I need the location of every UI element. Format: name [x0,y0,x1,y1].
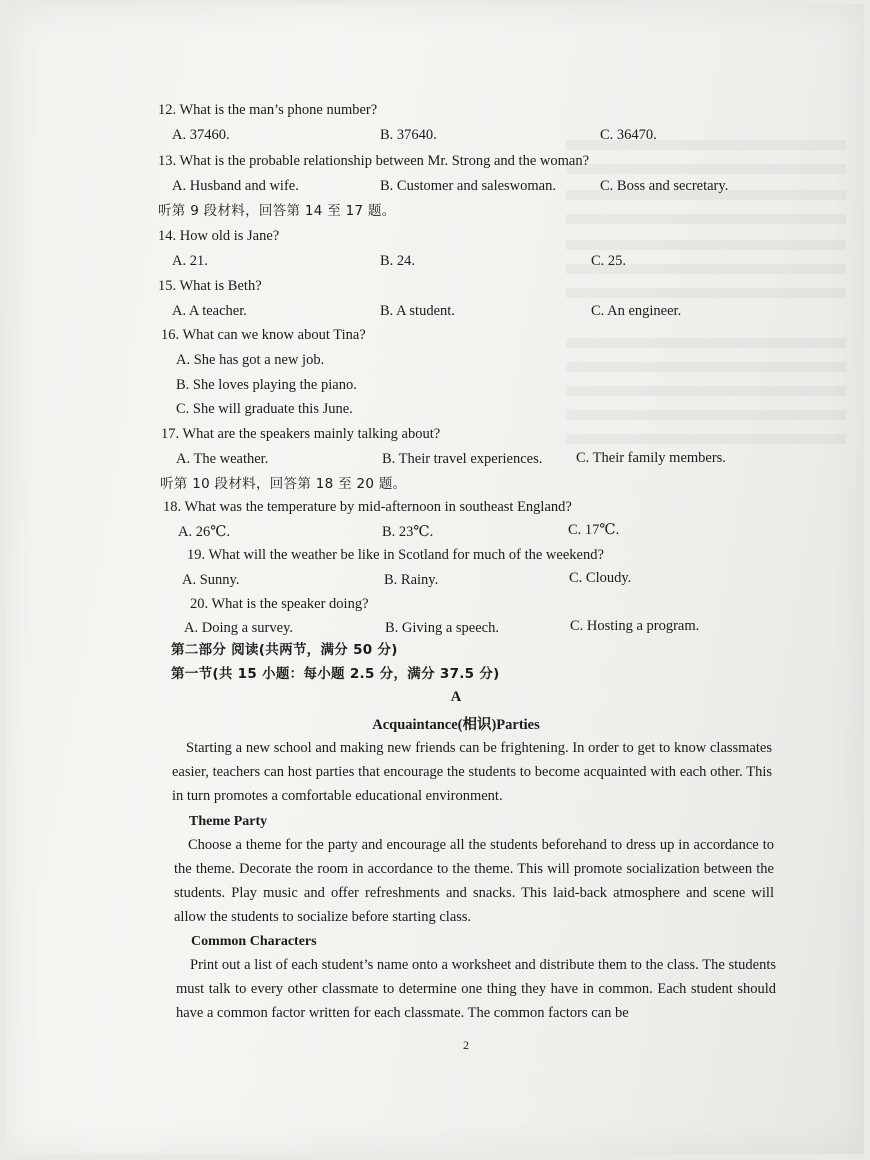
theme-party-body: Choose a theme for the party and encourage all the students beforehand to dress up in accordance to the theme. Decorate the room in accordance to the theme. This will promote socialization between the students. Play music and offer refreshments and snacks. This laid-back atmosphere and scene will allow the students to socialize before starting class. [174,837,774,925]
question-16-option-b: B. She loves playing the piano. [176,377,357,393]
question-15-option-b: B. A student. [380,303,455,319]
question-16-option-a: A. She has got a new job. [176,352,325,368]
page-number: 2 [463,1038,469,1052]
exam-paper-page [6,4,864,1154]
question-19-option-a: A. Sunny. [182,572,240,588]
question-15-stem: 15. What is Beth? [158,278,262,294]
question-15-option-c: C. An engineer. [591,303,682,319]
question-13-option-b: B. Customer and saleswoman. [380,178,556,194]
common-characters-heading: Common Characters [191,934,317,949]
question-16-option-c: C. She will graduate this June. [176,401,353,417]
passage-letter: A [450,689,462,705]
section-1-heading: 第一节(共 15 小题：每小题 2.5 分，满分 37.5 分) [171,666,500,682]
question-18-option-b: B. 23℃. [382,524,434,540]
question-12-option-c: C. 36470. [600,127,657,143]
question-17-option-a: A. The weather. [176,451,269,467]
question-17-option-b: B. Their travel experiences. [382,451,543,467]
question-14-stem: 14. How old is Jane? [158,228,280,244]
part-2-heading: 第二部分 阅读(共两节，满分 50 分) [171,642,398,658]
section-10-instruction: 听第 10 段材料，回答第 18 至 20 题。 [160,476,407,492]
question-19-option-c: C. Cloudy. [569,570,632,586]
common-characters-body: Print out a list of each student’s name onto a worksheet and distribute them to the class. The students must talk to every other classmate to determine one thing they have in common. Each student should have a common factor written for each classmate. The common factors can be [176,957,776,1021]
question-20-option-b: B. Giving a speech. [385,620,499,636]
question-20-option-a: A. Doing a survey. [184,620,293,636]
question-18-option-a: A. 26℃. [178,524,231,540]
question-16-stem: 16. What can we know about Tina? [161,327,366,343]
passage-title: Acquaintance(相识)Parties [372,717,540,733]
question-19-stem: 19. What will the weather be like in Scotland for much of the weekend? [187,547,604,563]
question-19-option-b: B. Rainy. [384,572,439,588]
question-18-option-c: C. 17℃. [568,522,620,538]
section-9-instruction: 听第 9 段材料，回答第 14 至 17 题。 [158,203,396,219]
question-13-stem: 13. What is the probable relationship between Mr. Strong and the woman? [158,153,590,169]
question-17-option-c: C. Their family members. [576,450,726,466]
question-12-option-b: B. 37640. [380,127,437,143]
question-18-stem: 18. What was the temperature by mid-afternoon in southeast England? [163,499,572,515]
question-15-option-a: A. A teacher. [172,303,247,319]
question-13-option-a: A. Husband and wife. [172,178,299,194]
question-14-option-c: C. 25. [591,253,627,269]
exam-content [6,4,864,1154]
question-20-stem: 20. What is the speaker doing? [190,596,369,612]
question-17-stem: 17. What are the speakers mainly talking about? [161,426,441,442]
theme-party-heading: Theme Party [189,814,268,829]
question-13-option-c: C. Boss and secretary. [600,178,729,194]
question-14-option-b: B. 24. [380,253,416,269]
question-12-option-a: A. 37460. [172,127,230,143]
passage-intro: Starting a new school and making new friends can be frightening. In order to get to know classmates easier, teachers can host parties that encourage the students to become acquainted with each other. This in turn promotes a comfortable educational environment. [172,740,772,804]
question-14-option-a: A. 21. [172,253,208,269]
question-20-option-c: C. Hosting a program. [570,618,700,634]
question-12-stem: 12. What is the man’s phone number? [158,102,378,118]
